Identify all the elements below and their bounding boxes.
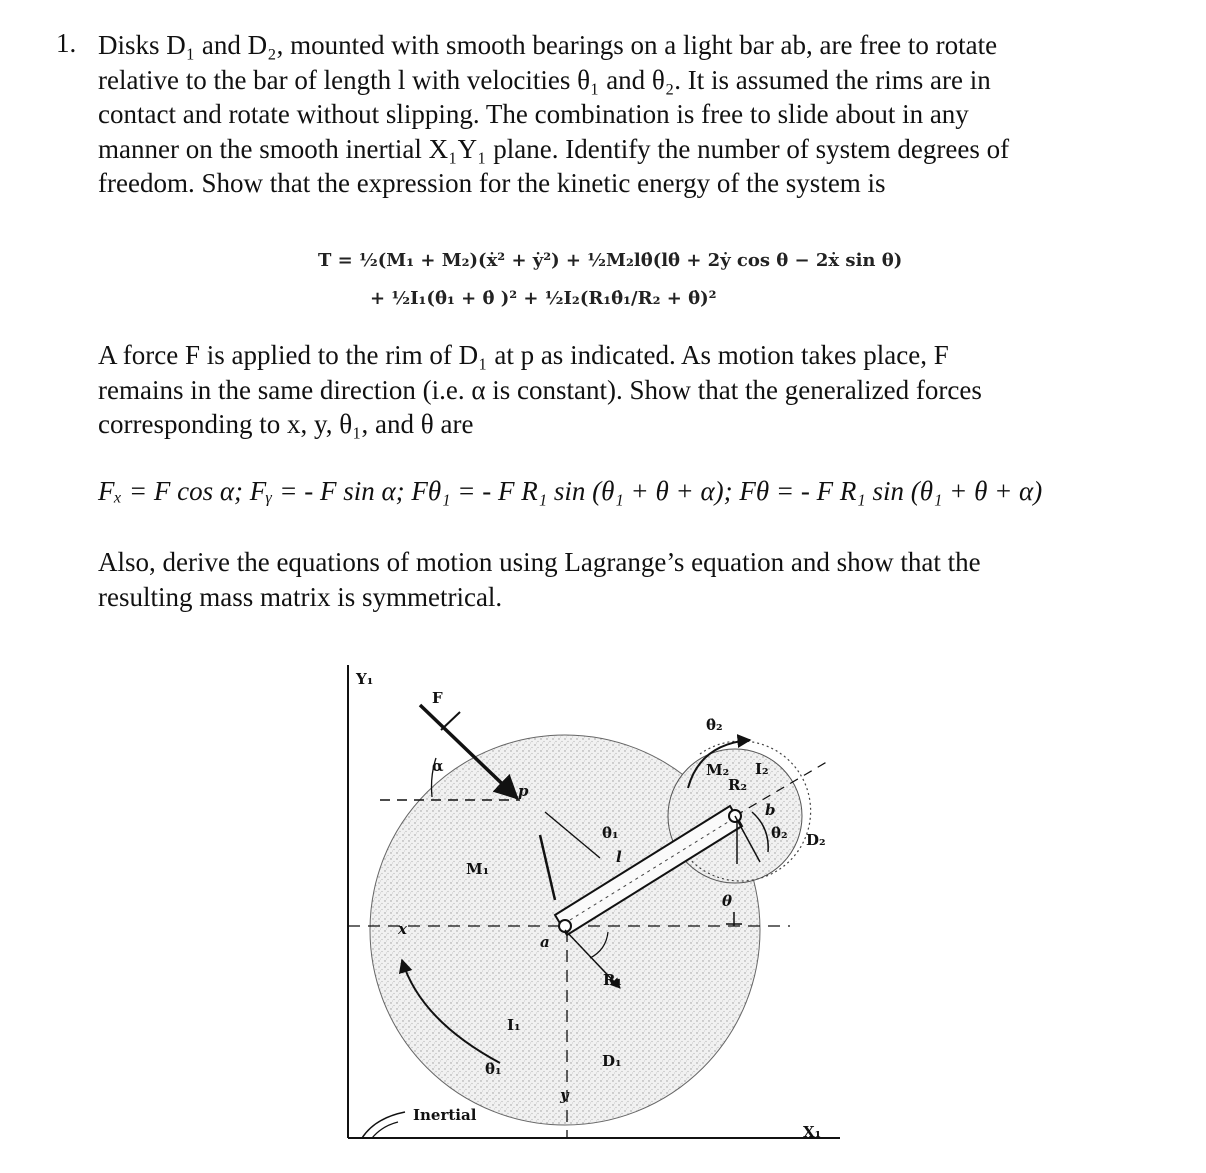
generalized-forces: Fₓ = F cos α; Fᵧ = - F sin α; Fθ₁ = - F R₁ sin (θ₁ + θ + α); Fθ = - F R₁ sin (θ₁ + θ + α) — [98, 476, 1043, 506]
label-y: y — [560, 1086, 569, 1104]
inertial-hatch — [362, 1112, 405, 1138]
label-theta: θ — [722, 892, 733, 910]
label-m1: M₁ — [466, 860, 490, 878]
label-theta1-dot-top: θ̇₁ — [602, 824, 619, 842]
label-y1: Y₁ — [356, 670, 374, 688]
force-line: remains in the same direction (i.e. α is constant). Show that the generalized forces — [98, 374, 982, 405]
problem-number: 1. — [56, 28, 77, 58]
label-i1: I₁ — [507, 1016, 521, 1034]
label-m2: M₂ — [706, 761, 730, 779]
kinetic-energy-line-1: T = ½(M₁ + M₂)(ẋ² + ẏ²) + ½M₂lθ̇(lθ̇ + 2ẏ cos θ − 2ẋ sin θ) — [318, 250, 903, 271]
kinetic-energy-line-2: + ½I₁(θ̇₁ + θ̇ )² + ½I₂(R₁θ̇₁/R₂ + θ̇)² — [370, 288, 717, 309]
closing-line: Also, derive the equations of motion using Lagrange’s equation and show that the — [98, 547, 981, 577]
force-line: A force F is applied to the rim of D₁ at p as indicated. As motion takes place, F — [98, 340, 949, 370]
label-x1: X₁ — [803, 1123, 822, 1141]
intro-line: Disks D₁ and D₂, mounted with smooth bearings on a light bar ab, are free to rotate — [98, 30, 998, 60]
intro-line: freedom. Show that the expression for the kinetic energy of the system is — [98, 168, 886, 198]
intro-line: relative to the bar of length l with velocities θ₁ and θ₂. It is assumed the rims are in — [98, 64, 991, 95]
label-b: b — [765, 801, 776, 819]
label-inertial: Inertial — [413, 1106, 477, 1124]
intro-line: contact and rotate without slipping. The combination is free to slide about in any — [98, 99, 969, 129]
label-d1: D₁ — [602, 1052, 622, 1070]
label-alpha-top: α — [432, 757, 444, 775]
label-theta2-dot-top: θ̇₂ — [706, 716, 723, 734]
intro-line: manner on the smooth inertial X₁Y₁ plane. Identify the number of system degrees of — [98, 133, 1010, 164]
label-theta1-dot-bottom: θ̇₁ — [485, 1060, 502, 1078]
force-line: corresponding to x, y, θ₁, and θ are — [98, 409, 474, 439]
label-p: p — [518, 782, 529, 800]
label-r2: R₂ — [728, 776, 748, 794]
label-x: x — [398, 920, 407, 938]
label-a: a — [540, 933, 550, 951]
label-theta2-dot-right: θ̇₂ — [771, 824, 788, 842]
label-force: F — [432, 689, 443, 707]
label-r1: R₁ — [603, 971, 623, 989]
label-d2: D₂ — [806, 831, 826, 849]
closing-line: resulting mass matrix is symmetrical. — [98, 581, 503, 612]
label-i2: I₂ — [755, 760, 769, 778]
label-l: l — [616, 848, 622, 866]
